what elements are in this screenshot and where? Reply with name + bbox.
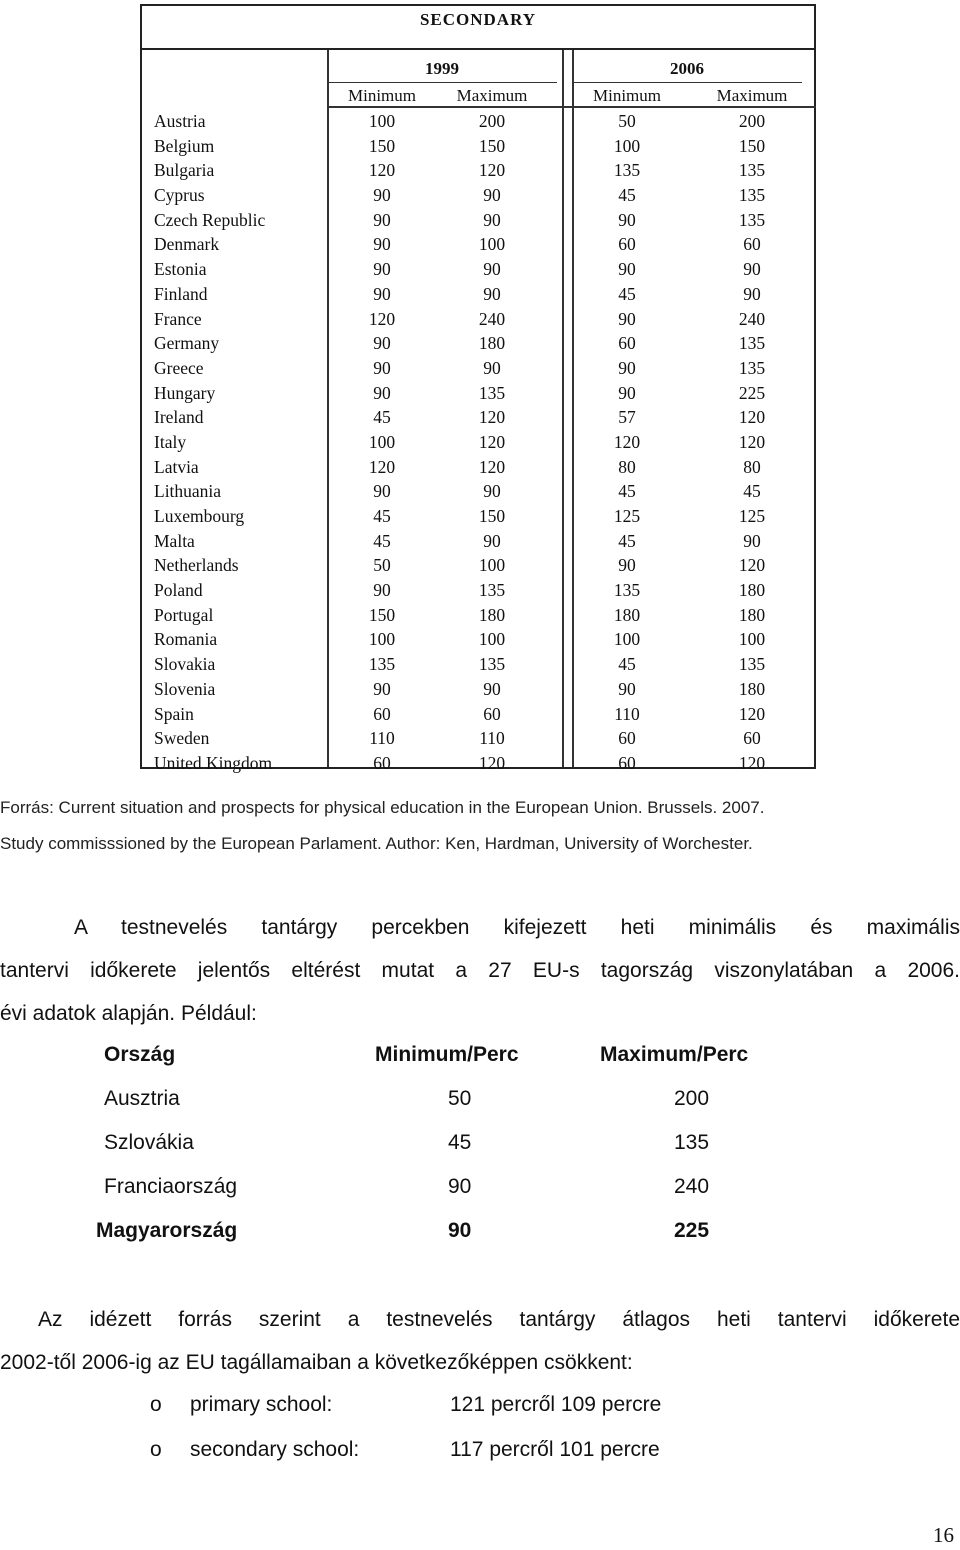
table-cell-country: United Kingdom <box>154 752 273 773</box>
table-cell-value: 100 <box>738 629 766 650</box>
table-cell-value: 110 <box>369 728 395 749</box>
table-row <box>142 182 814 207</box>
table-cell-value: 45 <box>618 530 636 551</box>
table-cell-value: 135 <box>613 160 641 181</box>
table-cell-value: 135 <box>478 382 506 403</box>
table-row <box>142 330 814 355</box>
table-cell-country: Austria <box>154 111 206 131</box>
table-cell-country: Finland <box>154 283 208 304</box>
table-cell-value: 100 <box>368 629 396 650</box>
table-cell-value: 90 <box>373 209 391 230</box>
example-row <box>0 1126 960 1170</box>
table-row <box>142 602 814 627</box>
table-cell-value: 150 <box>478 135 506 156</box>
table-row <box>142 108 814 133</box>
table-cell-country: Germany <box>154 333 220 354</box>
bullet-item <box>0 1430 960 1475</box>
table-row <box>142 503 814 528</box>
table-cell-country: Czech Republic <box>154 209 266 230</box>
table-cell-value: 60 <box>618 333 636 354</box>
table-row <box>142 651 814 676</box>
paragraph-line: évi adatok alapján. Például: <box>0 1002 257 1025</box>
table-cell-value: 120 <box>478 160 506 181</box>
table-cell-value: 125 <box>738 506 766 526</box>
table-cell-value: 90 <box>373 283 391 304</box>
table-cell-value: 120 <box>478 431 506 452</box>
table-cell-value: 50 <box>373 555 391 576</box>
table-cell-value: 100 <box>613 629 641 650</box>
table-cell-value: 80 <box>618 456 636 477</box>
table-row <box>142 231 814 256</box>
table-cell-value: 45 <box>618 185 636 206</box>
table-body <box>142 108 814 775</box>
table-cell-value: 240 <box>738 308 766 329</box>
table-row <box>142 552 814 577</box>
table-cell-country: Denmark <box>154 234 220 255</box>
table-cell-value: 90 <box>618 209 636 230</box>
table-cell-value: 150 <box>368 135 396 156</box>
table-cell-value: 100 <box>368 111 396 131</box>
table-cell-value: 180 <box>478 333 506 354</box>
table-cell-country: Romania <box>154 629 218 650</box>
table-cell-value: 90 <box>743 530 761 551</box>
paragraph-line: 2002-től 2006-ig az EU tagállamaiban a következőképpen csökkent: <box>0 1351 633 1374</box>
table-cell-country: Belgium <box>154 135 215 156</box>
table-cell-value: 135 <box>738 357 766 378</box>
table-row <box>142 528 814 553</box>
table-cell-value: 125 <box>613 506 641 526</box>
table-row <box>142 404 814 429</box>
table-cell-value: 240 <box>478 308 506 329</box>
table-cell-value: 225 <box>738 382 766 403</box>
table-cell-value: 60 <box>618 728 636 749</box>
table-cell-value: 120 <box>613 431 641 452</box>
table-cell-value: 60 <box>743 728 761 749</box>
bullet-value: 117 percről 101 percre <box>450 1438 660 1461</box>
table-cell-country: Spain <box>154 703 194 724</box>
table-cell-value: 45 <box>743 481 761 502</box>
example-country: Ausztria <box>104 1087 180 1110</box>
page-number: 16 <box>933 1523 954 1547</box>
table-cell-value: 120 <box>738 431 766 452</box>
table-cell-country: Ireland <box>154 407 204 428</box>
table-cell-country: Poland <box>154 580 203 601</box>
table-cell-value: 135 <box>738 185 766 206</box>
table-cell-value: 90 <box>373 678 391 699</box>
table-cell-value: 135 <box>478 580 506 601</box>
example-country: Magyarország <box>96 1219 238 1242</box>
example-min: 90 <box>448 1175 472 1198</box>
table-cell-value: 90 <box>743 259 761 280</box>
table-row <box>142 577 814 602</box>
bullet-item <box>0 1385 960 1430</box>
table-row <box>142 281 814 306</box>
table-cell-value: 90 <box>618 678 636 699</box>
table-cell-value: 110 <box>614 703 640 724</box>
table-cell-value: 60 <box>618 752 636 773</box>
table-cell-value: 150 <box>738 135 766 156</box>
table-cell-value: 120 <box>738 752 766 773</box>
example-header-row <box>0 1038 960 1082</box>
table-row <box>142 701 814 726</box>
paragraph-line: tantervi időkerete jelentős eltérést mutat a 27 EU-s tagország viszonylatában a 2006. <box>0 959 960 982</box>
table-cell-value: 90 <box>373 481 391 502</box>
table-cell-value: 90 <box>483 357 501 378</box>
bullet-list <box>0 1385 960 1475</box>
table-cell-value: 120 <box>368 456 396 477</box>
table-cell-value: 120 <box>368 160 396 181</box>
table-cell-value: 45 <box>618 481 636 502</box>
table-cell-value: 90 <box>618 382 636 403</box>
example-row <box>0 1082 960 1126</box>
table-cell-value: 135 <box>738 209 766 230</box>
table-cell-value: 90 <box>373 185 391 206</box>
table-cell-value: 90 <box>483 481 501 502</box>
table-cell-value: 180 <box>738 580 766 601</box>
table-cell-country: Slovenia <box>154 678 216 699</box>
table-cell-value: 90 <box>483 530 501 551</box>
table-cell-value: 180 <box>613 604 641 625</box>
table-cell-value: 110 <box>479 728 505 749</box>
source-line: Study commisssioned by the European Parlament. Author: Ken, Hardman, University of Worchester. <box>0 834 753 853</box>
table-cell-value: 45 <box>373 506 391 526</box>
example-min: 90 <box>448 1219 472 1242</box>
table-cell-country: Malta <box>154 530 195 551</box>
table-cell-value: 120 <box>368 308 396 329</box>
paragraph-line: Az idézett forrás szerint a testnevelés tantárgy átlagos heti tantervi időkerete <box>38 1308 960 1331</box>
table-cell-country: Latvia <box>154 456 199 477</box>
table-cell-value: 120 <box>478 407 506 428</box>
example-country: Franciaország <box>104 1175 238 1198</box>
table-cell-country: Luxembourg <box>154 506 245 526</box>
table-cell-value: 90 <box>373 234 391 255</box>
table-cell-value: 90 <box>618 308 636 329</box>
bullet-mark: o <box>150 1438 162 1461</box>
example-table <box>0 1038 960 1258</box>
secondary-table <box>140 4 816 773</box>
table-row <box>142 429 814 454</box>
table-cell-value: 135 <box>478 654 506 675</box>
table-row <box>142 157 814 182</box>
example-min: 50 <box>448 1087 472 1110</box>
table-cell-value: 120 <box>738 407 766 428</box>
example-row-highlight <box>0 1214 960 1258</box>
table-cell-country: Bulgaria <box>154 160 215 181</box>
table-cell-value: 200 <box>738 111 766 131</box>
table-row <box>142 380 814 405</box>
table-cell-value: 90 <box>618 357 636 378</box>
table-row <box>142 355 814 380</box>
table-cell-value: 60 <box>618 234 636 255</box>
paragraph-2 <box>0 1298 960 1384</box>
table-cell-value: 90 <box>483 209 501 230</box>
table-cell-value: 150 <box>368 604 396 625</box>
table-row <box>142 626 814 651</box>
column-header: Maximum <box>456 86 528 105</box>
table-cell-value: 45 <box>373 530 391 551</box>
table-cell-country: Portugal <box>154 604 214 625</box>
table-cell-country: Sweden <box>154 728 210 749</box>
table-row <box>142 750 814 775</box>
source-line: Forrás: Current situation and prospects for physical education in the European Union. Brussels. 2007. <box>0 798 765 817</box>
paragraph-1 <box>0 906 960 1035</box>
table-row <box>142 454 814 479</box>
table-cell-value: 90 <box>373 259 391 280</box>
example-min: 45 <box>448 1131 472 1154</box>
table-cell-value: 90 <box>483 678 501 699</box>
table-cell-value: 90 <box>483 185 501 206</box>
table-cell-value: 60 <box>483 703 501 724</box>
table-cell-value: 45 <box>373 407 391 428</box>
table-cell-value: 90 <box>618 259 636 280</box>
table-cell-value: 200 <box>478 111 506 131</box>
table-row <box>142 207 814 232</box>
table-cell-value: 135 <box>738 160 766 181</box>
table-cell-country: France <box>154 308 202 329</box>
table-cell-value: 90 <box>373 382 391 403</box>
bullet-label: primary school: <box>190 1393 333 1416</box>
table-cell-value: 60 <box>373 752 391 773</box>
table-cell-value: 100 <box>478 629 506 650</box>
table-cell-value: 180 <box>478 604 506 625</box>
table-cell-country: Italy <box>154 431 187 452</box>
example-max: 200 <box>674 1087 710 1110</box>
table-cell-value: 60 <box>373 703 391 724</box>
year-1999: 1999 <box>327 56 557 83</box>
table-row <box>142 676 814 701</box>
table-cell-value: 120 <box>478 752 506 773</box>
table-cell-value: 100 <box>368 431 396 452</box>
bullet-value: 121 percről 109 percre <box>450 1393 662 1416</box>
table-cell-country: Lithuania <box>154 481 222 502</box>
table-cell-value: 150 <box>478 506 506 526</box>
table-cell-value: 120 <box>738 703 766 724</box>
table-cell-country: Greece <box>154 357 204 378</box>
source-note <box>0 790 960 862</box>
table-cell-value: 45 <box>618 654 636 675</box>
bullet-label: secondary school: <box>190 1438 360 1461</box>
table-cell-value: 50 <box>618 111 636 131</box>
year-header-row <box>327 56 816 82</box>
table-cell-country: Netherlands <box>154 555 239 576</box>
table-cell-value: 100 <box>478 555 506 576</box>
example-header-country: Ország <box>104 1043 176 1066</box>
table-cell-value: 45 <box>618 283 636 304</box>
table-cell-value: 90 <box>743 283 761 304</box>
column-header: Maximum <box>716 86 788 105</box>
table-cell-value: 180 <box>738 678 766 699</box>
table-cell-country: Hungary <box>154 382 216 403</box>
example-header-max: Maximum/Perc <box>600 1043 749 1066</box>
table-row <box>142 256 814 281</box>
table-cell-value: 80 <box>743 456 761 477</box>
table-cell-value: 135 <box>613 580 641 601</box>
table-cell-value: 135 <box>368 654 396 675</box>
table-cell-value: 135 <box>738 333 766 354</box>
column-header: Minimum <box>592 86 661 105</box>
table-cell-value: 120 <box>478 456 506 477</box>
table-row <box>142 478 814 503</box>
table-cell-value: 57 <box>618 407 636 428</box>
example-header-min: Minimum/Perc <box>375 1043 519 1066</box>
table-cell-country: Estonia <box>154 259 207 280</box>
example-max: 240 <box>674 1175 710 1198</box>
table-cell-value: 90 <box>618 555 636 576</box>
table-cell-value: 180 <box>738 604 766 625</box>
table-cell-value: 135 <box>738 654 766 675</box>
table-row <box>142 725 814 750</box>
bullet-mark: o <box>150 1393 162 1416</box>
column-header: Minimum <box>347 86 416 105</box>
table-cell-value: 90 <box>483 283 501 304</box>
example-max: 225 <box>674 1219 710 1242</box>
table-cell-value: 100 <box>613 135 641 156</box>
example-max: 135 <box>674 1131 710 1154</box>
table-cell-value: 100 <box>478 234 506 255</box>
table-row <box>142 133 814 158</box>
table-cell-value: 90 <box>373 580 391 601</box>
table-row <box>142 306 814 331</box>
table-cell-value: 90 <box>373 333 391 354</box>
year-2006: 2006 <box>572 56 802 83</box>
table-cell-country: Slovakia <box>154 654 216 675</box>
column-header-row <box>327 84 816 108</box>
paragraph-line: A testnevelés tantárgy percekben kifejezett heti minimális és maximális <box>74 916 960 939</box>
table-title: SECONDARY <box>142 6 814 50</box>
example-country: Szlovákia <box>104 1131 194 1154</box>
table-cell-value: 60 <box>743 234 761 255</box>
table-cell-value: 90 <box>483 259 501 280</box>
example-row <box>0 1170 960 1214</box>
table-cell-country: Cyprus <box>154 185 205 206</box>
table-cell-value: 90 <box>373 357 391 378</box>
table-cell-value: 120 <box>738 555 766 576</box>
